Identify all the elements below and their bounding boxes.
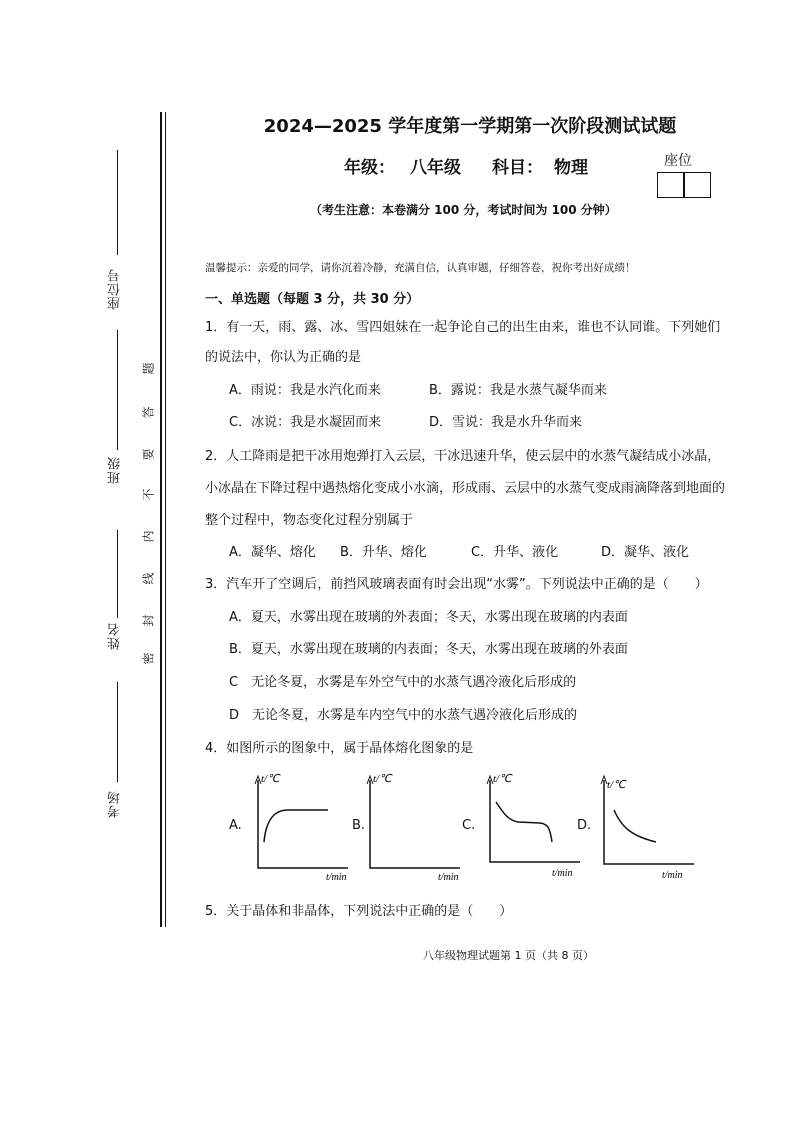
- graph-a-option-label: A.: [229, 818, 242, 833]
- exam-room-label: 考场: [108, 790, 123, 818]
- graph-b-axes: [370, 780, 460, 868]
- seal-char: 要: [141, 448, 156, 461]
- graph-b-option-label: B.: [352, 818, 366, 833]
- question-3-option-b: B．夏天，水雾出现在玻璃的内表面；冬天，水雾出现在玻璃的外表面: [229, 642, 628, 657]
- warm-tip: 温馨提示：亲爱的同学，请你沉着冷静，充满自信，认真审题，仔细答卷，祝你考出好成绩！: [205, 262, 636, 274]
- graph-a-curve: [264, 810, 328, 842]
- graph-d-option-label: D.: [577, 818, 592, 833]
- question-2-option-d: D．凝华、液化: [601, 545, 690, 560]
- question-2-text: 2．人工降雨是把干冰用炮弹打入云层，干冰迅速升华，使云层中的水蒸气凝结成小冰晶，: [205, 449, 721, 464]
- question-3-text: 3．汽车开了空调后，前挡风玻璃表面有时会出现“水雾”。下列说法中正确的是（ ）: [205, 577, 708, 592]
- graph-c-y-label: t/℃: [493, 773, 512, 785]
- seat-no-underline: [117, 150, 118, 255]
- question-1-option-c: C．冰说：我是水凝固而来: [229, 415, 382, 430]
- exam-title: 2024—2025 学年度第一学期第一次阶段测试试题: [263, 116, 677, 137]
- binding-line-outer: [160, 112, 162, 927]
- graph-b-svg: [362, 770, 472, 882]
- graph-d-svg: [596, 770, 706, 882]
- graph-d-curve: [614, 810, 656, 842]
- binding-line-inner: [165, 112, 166, 927]
- graph-b-x-label: t/min: [438, 872, 459, 882]
- question-1-option-b: B．露说：我是水蒸气凝华而来: [429, 383, 607, 398]
- question-3-option-c: C 无论冬夏，水雾是车外空气中的水蒸气遇冷液化后形成的: [229, 675, 577, 690]
- seal-char: 内: [141, 530, 156, 543]
- grade-label: 年级：: [344, 158, 395, 178]
- seat-box-label: 座位: [664, 153, 692, 169]
- graph-a-svg: [250, 770, 360, 882]
- seal-char: 线: [141, 572, 156, 585]
- exam-room-underline: [117, 682, 118, 782]
- seal-char: 密: [141, 652, 156, 665]
- question-2-text: 整个过程中，物态变化过程分别属于: [205, 513, 414, 528]
- seat-box: [657, 172, 711, 198]
- section-heading: 一、单选题（每题 3 分，共 30 分）: [205, 292, 420, 307]
- subject-label: 科目：: [492, 158, 543, 178]
- grade-value: 八年级: [410, 158, 461, 178]
- graph-d-axes: [604, 780, 694, 864]
- graph-d-y-label: t/℃: [607, 779, 626, 791]
- class-label: 班级: [108, 456, 123, 484]
- graph-c-axes: [490, 780, 580, 862]
- question-1-option-d: D．雪说：我是水升华而来: [429, 415, 583, 430]
- subject-value: 物理: [554, 158, 588, 178]
- question-2-option-c: C．升华、液化: [471, 545, 559, 560]
- exam-notice: （考生注意：本卷满分 100 分，考试时间为 100 分钟）: [310, 203, 617, 217]
- seal-char: 题: [141, 362, 156, 375]
- graph-a-axes: [258, 780, 348, 868]
- seat-no-label: 座位号: [108, 268, 123, 310]
- graph-c-curve: [496, 802, 552, 842]
- question-2-option-b: B．升华、熔化: [340, 545, 427, 560]
- question-2-text: 小冰晶在下降过程中遇热熔化变成小水滴，形成雨、云层中的水蒸气变成雨滴降落到地面的: [205, 481, 726, 496]
- name-underline: [117, 530, 118, 618]
- seat-box-divider: [683, 173, 685, 197]
- graph-c-x-label: t/min: [552, 868, 573, 879]
- graph-a-x-label: t/min: [326, 872, 347, 882]
- seal-char: 封: [141, 614, 156, 627]
- graph-c-svg: [482, 770, 592, 882]
- question-3-option-a: A．夏天，水雾出现在玻璃的外表面；冬天，水雾出现在玻璃的内表面: [229, 610, 628, 625]
- question-4-text: 4．如图所示的图象中，属于晶体熔化图象的是: [205, 741, 474, 756]
- question-1-option-a: A．雨说：我是水汽化而来: [229, 383, 381, 398]
- question-2-option-a: A．凝华、熔化: [229, 545, 316, 560]
- graph-a-y-label: t/℃: [261, 773, 280, 785]
- seal-char: 答: [141, 406, 156, 419]
- question-3-option-d: D 无论冬夏，水雾是车内空气中的水蒸气遇冷液化后形成的: [229, 708, 578, 723]
- class-underline: [117, 330, 118, 450]
- graph-c-option-label: C.: [462, 818, 476, 833]
- graph-d-x-label: t/min: [662, 870, 683, 881]
- name-label: 姓名: [108, 622, 123, 650]
- seal-char: 不: [141, 488, 156, 501]
- graph-b-y-label: t/℃: [373, 773, 392, 785]
- question-5-text: 5．关于晶体和非晶体，下列说法中正确的是（ ）: [205, 904, 513, 919]
- question-1-text: 的说法中，你认为正确的是: [205, 350, 362, 365]
- page-footer: 八年级物理试题第 1 页（共 8 页）: [423, 949, 594, 962]
- question-1-text: 1．有一天，雨、露、冰、雪四姐妹在一起争论自己的出生由来，谁也不认同谁。下列她们: [205, 320, 721, 335]
